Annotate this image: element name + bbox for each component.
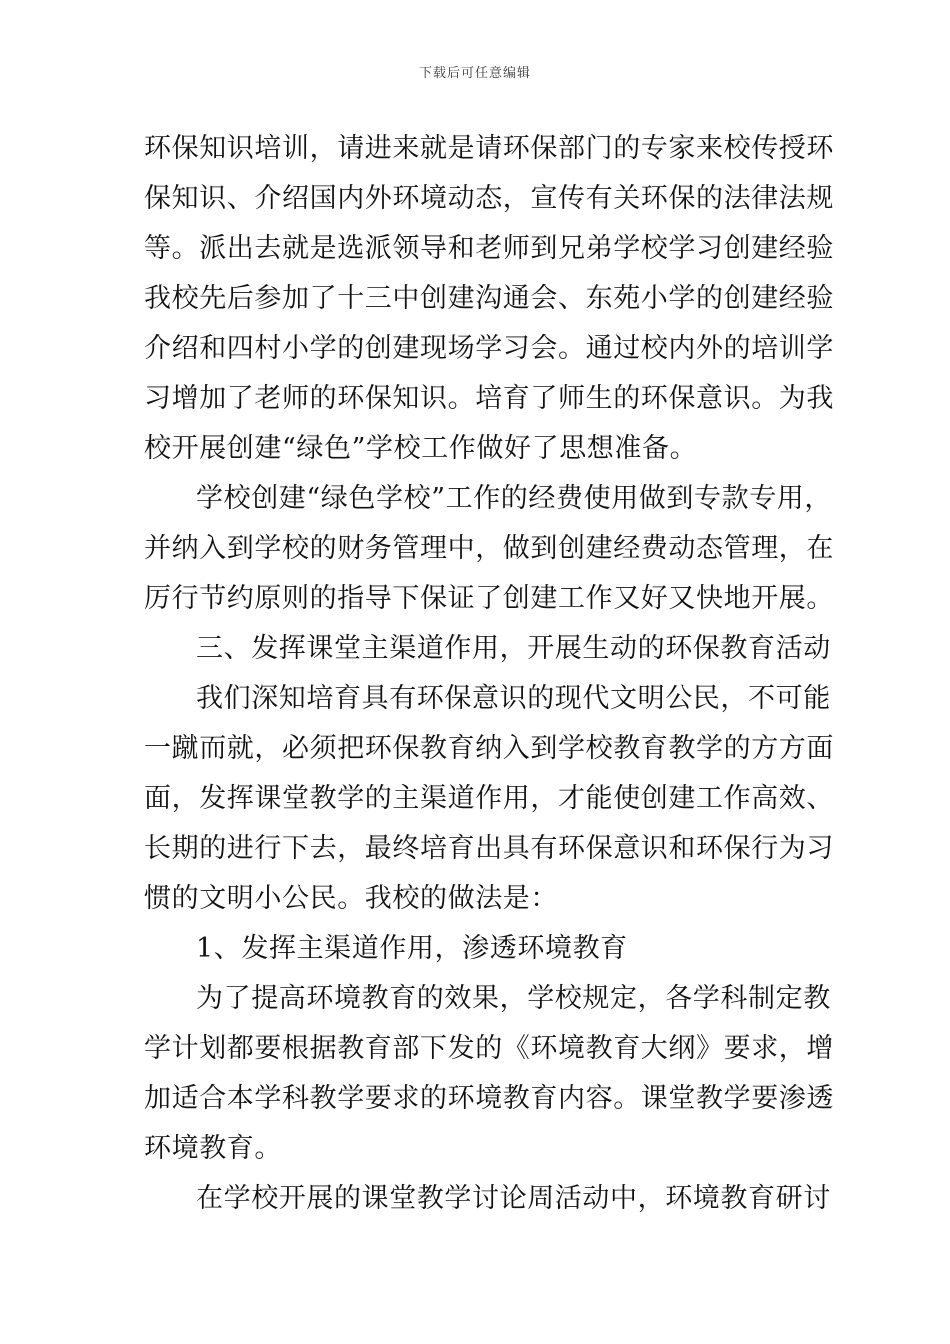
text-line: 介绍和四村小学的创建现场学习会。通过校内外的培训学 bbox=[144, 333, 834, 364]
text-line: 为了提高环境教育的效果，学校规定，各学科制定教 bbox=[196, 983, 831, 1014]
text-line: 厉行节约原则的指导下保证了创建工作又好又快地开展。 bbox=[144, 583, 834, 614]
text-line: 学计划都要根据教育部下发的《环境教育大纲》要求，增 bbox=[144, 1033, 834, 1064]
text-line: 习增加了老师的环保知识。培育了师生的环保意识。为我 bbox=[144, 383, 834, 414]
text-line: 面，发挥课堂教学的主渠道作用，才能使创建工作高效、 bbox=[144, 783, 834, 814]
text-line: 一蹴而就，必须把环保教育纳入到学校教育教学的方方面 bbox=[144, 733, 834, 764]
text-line: 并纳入到学校的财务管理中，做到创建经费动态管理，在 bbox=[144, 533, 834, 564]
text-line: 环境教育。 bbox=[144, 1133, 282, 1164]
text-line: 保知识、介绍国内外环境动态，宣传有关环保的法律法规 bbox=[144, 183, 834, 214]
text-line: 惯的文明小公民。我校的做法是： bbox=[144, 883, 558, 914]
document-body bbox=[144, 124, 834, 1224]
page-header: 下载后可任意编辑 bbox=[418, 66, 531, 81]
text-line: 我校先后参加了十三中创建沟通会、东苑小学的创建经验 bbox=[144, 283, 834, 314]
text-line: 我们深知培育具有环保意识的现代文明公民，不可能 bbox=[196, 683, 831, 714]
subsection-heading: 1、发挥主渠道作用，渗透环境教育 bbox=[196, 933, 628, 964]
section-heading: 三、发挥课堂主渠道作用，开展生动的环保教育活动 bbox=[196, 633, 831, 664]
text-line: 环保知识培训，请进来就是请环保部门的专家来校传授环 bbox=[144, 133, 834, 164]
text-line: 在学校开展的课堂教学讨论周活动中，环境教育研讨 bbox=[196, 1183, 831, 1214]
text-line: 校开展创建“绿色”学校工作做好了思想准备。 bbox=[144, 433, 698, 464]
text-line: 学校创建“绿色学校”工作的经费使用做到专款专用， bbox=[196, 483, 833, 514]
text-line: 长期的进行下去，最终培育出具有环保意识和环保行为习 bbox=[144, 833, 834, 864]
text-line: 等。派出去就是选派领导和老师到兄弟学校学习创建经验 bbox=[144, 233, 834, 264]
text-line: 加适合本学科教学要求的环境教育内容。课堂教学要渗透 bbox=[144, 1083, 834, 1114]
